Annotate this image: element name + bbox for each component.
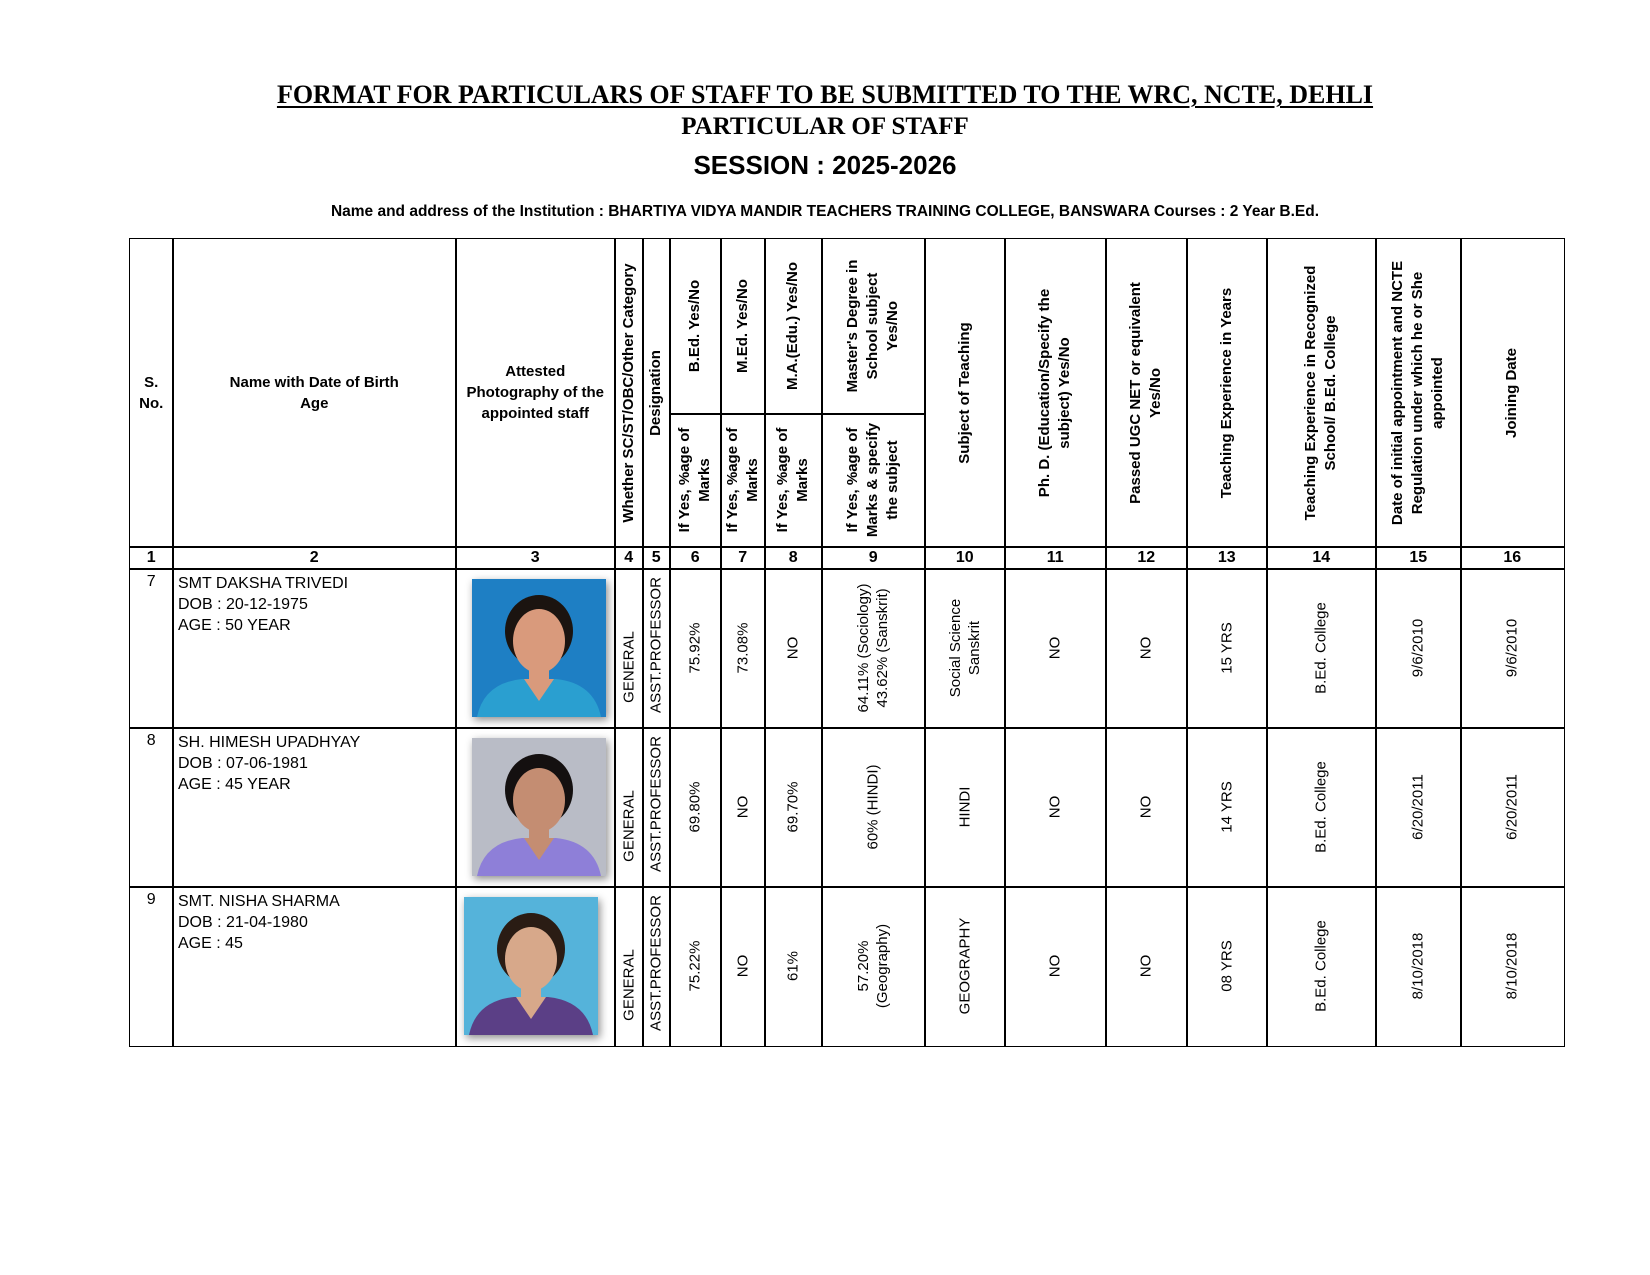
row-sno-text: 9: [146, 891, 156, 908]
header-net-text: Passed UGC NET or equivalent Yes/No: [1127, 281, 1165, 504]
column-number-15: [1375, 546, 1462, 570]
column-number-text: 11: [1046, 548, 1064, 566]
row-photo-cell: [455, 886, 616, 1047]
portrait-icon: [472, 579, 606, 717]
header-category: [614, 238, 644, 548]
row-category: [614, 727, 644, 888]
row-experience-text: 08 YRS: [1218, 940, 1236, 992]
row-designation: [642, 568, 671, 729]
row-net-text: NO: [1137, 637, 1155, 660]
row-bed-text: 75.92%: [686, 622, 704, 674]
row-subject: [924, 727, 1006, 888]
header-sno: [129, 238, 174, 548]
header-designation: [642, 238, 671, 548]
column-number-3: [455, 546, 616, 570]
row-maedu: [764, 568, 823, 729]
row-joining-text: 9/6/2010: [1503, 619, 1521, 678]
masters-line: (Geography): [874, 924, 892, 1009]
row-exp-recognized-text: B.Ed. College: [1312, 602, 1330, 695]
row-subject-text: [955, 787, 974, 828]
row-maedu-text: NO: [784, 637, 802, 660]
row-phd: [1004, 886, 1107, 1047]
header-masters-text: Master's Degree in School subject Yes/No: [844, 259, 902, 393]
row-med: [720, 727, 766, 888]
subject-line: Social Science: [946, 599, 964, 698]
column-number-text: 1: [146, 548, 156, 566]
row-maedu-text: 69.70%: [784, 781, 802, 833]
row-joining-text: 8/10/2018: [1503, 932, 1521, 1000]
row-exp-recognized-text: B.Ed. College: [1312, 761, 1330, 854]
staff-age: AGE : 50 YEAR: [178, 617, 291, 634]
row-subject-text: [955, 918, 974, 1015]
column-number-11: [1004, 546, 1107, 570]
row-appointment: [1375, 568, 1462, 729]
row-sno-text: 7: [146, 573, 156, 590]
staff-dob: DOB : 20-12-1975: [178, 596, 308, 613]
row-net: [1105, 727, 1188, 888]
row-masters: [821, 568, 926, 729]
column-number-16: [1460, 546, 1565, 570]
row-phd: [1004, 727, 1107, 888]
row-exp-recognized: [1266, 727, 1377, 888]
row-masters-text: [854, 924, 892, 1008]
column-number-text: 7: [738, 548, 748, 566]
row-joining-text: 6/20/2011: [1503, 774, 1521, 841]
row-med-text: NO: [734, 955, 752, 978]
row-bed-text: 75.22%: [686, 940, 704, 992]
row-experience: [1186, 568, 1268, 729]
row-joining: [1460, 886, 1565, 1047]
subject-line: Sanskrit: [965, 621, 983, 676]
staff-name: SMT. NISHA SHARMA: [178, 893, 340, 910]
row-sno: [129, 727, 174, 888]
header-subject-text: Subject of Teaching: [955, 322, 973, 464]
column-number-text: 16: [1503, 548, 1522, 566]
row-experience-text: 15 YRS: [1218, 622, 1236, 674]
staff-photo: [472, 579, 606, 717]
row-masters-text: [854, 584, 892, 713]
staff-age: AGE : 45: [178, 935, 243, 952]
document-title: [0, 80, 1650, 110]
row-photo-cell: [455, 727, 616, 888]
column-number-text: 4: [624, 548, 634, 566]
column-number-1: [129, 546, 174, 570]
session-label: SESSION : 2025-2026: [693, 150, 957, 180]
header-experience: [1186, 238, 1268, 548]
staff-name: SH. HIMESH UPADHYAY: [178, 734, 361, 751]
header-appointment: [1375, 238, 1462, 548]
row-joining: [1460, 568, 1565, 729]
header-sno-text: S. No.: [139, 373, 164, 412]
header-name-text: Name with Date of Birth Age: [229, 373, 399, 412]
column-number-6: [669, 546, 722, 570]
subject-line: GEOGRAPHY: [956, 917, 974, 1015]
row-category: [614, 886, 644, 1047]
column-number-9: [821, 546, 926, 570]
column-number-text: 2: [309, 548, 319, 566]
subject-line: HINDI: [956, 786, 974, 828]
row-category-text: GENERAL: [620, 631, 638, 704]
row-masters-text: [864, 765, 883, 850]
row-subject: [924, 886, 1006, 1047]
staff-dob: DOB : 21-04-1980: [178, 914, 308, 931]
header-name: [172, 238, 457, 548]
column-number-text: 8: [788, 548, 798, 566]
header-bed: [669, 238, 722, 415]
header-phd-text: Ph. D. (Education/Specify the subject) Yes/No: [1036, 288, 1074, 497]
column-number-text: 13: [1217, 548, 1236, 566]
header-bed-text: B.Ed. Yes/No: [686, 280, 704, 373]
row-med: [720, 886, 766, 1047]
row-maedu: [764, 886, 823, 1047]
row-appointment-text: 9/6/2010: [1409, 619, 1427, 678]
row-bed: [669, 727, 722, 888]
header-net: [1105, 238, 1188, 548]
masters-line: 43.62% (Sanskrit): [874, 588, 892, 708]
row-med: [720, 568, 766, 729]
row-maedu: [764, 727, 823, 888]
column-number-10: [924, 546, 1006, 570]
header-designation-text: Designation: [647, 349, 665, 436]
staff-photo: [472, 738, 606, 876]
row-category-text: GENERAL: [620, 790, 638, 863]
row-appointment: [1375, 727, 1462, 888]
staff-dob: DOB : 07-06-1981: [178, 755, 308, 772]
header-joining-text: Joining Date: [1503, 347, 1521, 438]
row-designation-text: ASST.PROFESSOR: [647, 736, 665, 873]
row-phd: [1004, 568, 1107, 729]
header-exp-recognized-text: Teaching Experience in Recognized School/ B.Ed. College: [1302, 265, 1340, 521]
row-designation-text: ASST.PROFESSOR: [647, 577, 665, 714]
portrait-icon: [472, 738, 606, 876]
row-sno: [129, 886, 174, 1047]
row-name-cell: [172, 568, 457, 729]
row-appointment-text: 8/10/2018: [1409, 932, 1427, 1000]
row-designation: [642, 727, 671, 888]
column-number-text: 14: [1312, 548, 1331, 566]
row-designation: [642, 886, 671, 1047]
column-number-12: [1105, 546, 1188, 570]
row-masters: [821, 886, 926, 1047]
column-number-14: [1266, 546, 1377, 570]
portrait-icon: [464, 897, 598, 1035]
row-med-text: NO: [734, 796, 752, 819]
header-exp-recognized: [1266, 238, 1377, 548]
column-number-4: [614, 546, 644, 570]
column-number-text: 9: [868, 548, 878, 566]
header-maedu-sub: [764, 413, 823, 548]
header-med-sub-text: If Yes, %age of Marks: [723, 427, 761, 533]
column-number-text: 12: [1137, 548, 1156, 566]
row-sno: [129, 568, 174, 729]
header-masters: [821, 238, 926, 415]
row-masters: [821, 727, 926, 888]
row-name-cell: [172, 727, 457, 888]
masters-line: 57.20%: [855, 940, 873, 992]
header-appointment-text: Date of initial appointment and NCTE Regulation under which he or She appointed: [1389, 260, 1447, 525]
row-net-text: NO: [1137, 955, 1155, 978]
row-name-cell: [172, 886, 457, 1047]
header-masters-sub-text: If Yes, %age of Marks & specify the subject: [844, 423, 902, 538]
row-subject: [924, 568, 1006, 729]
column-number-13: [1186, 546, 1268, 570]
header-category-text: Whether SC/ST/OBC/Other Category: [619, 263, 637, 523]
row-experience-text: 14 YRS: [1218, 781, 1236, 833]
row-bed: [669, 886, 722, 1047]
row-exp-recognized: [1266, 886, 1377, 1047]
masters-line: 60% (HINDI): [864, 764, 882, 850]
column-number-text: 6: [690, 548, 700, 566]
header-med-sub: [720, 413, 766, 548]
row-phd-text: NO: [1046, 796, 1064, 819]
header-maedu-text: M.A.(Edu.) Yes/No: [784, 262, 802, 391]
header-bed-sub: [669, 413, 722, 548]
header-experience-text: Teaching Experience in Years: [1217, 287, 1235, 498]
row-exp-recognized-text: B.Ed. College: [1312, 920, 1330, 1013]
document-title-text: FORMAT FOR PARTICULARS OF STAFF TO BE SUBMITTED TO THE WRC, NCTE, DEHLI: [276, 80, 1374, 109]
column-number-5: [642, 546, 671, 570]
row-net-text: NO: [1137, 796, 1155, 819]
header-subject: [924, 238, 1006, 548]
row-appointment: [1375, 886, 1462, 1047]
column-number-text: 5: [651, 548, 661, 566]
header-photo-text: Attested Photography of the appointed staff: [466, 363, 604, 423]
header-maedu: [764, 238, 823, 415]
row-phd-text: NO: [1046, 637, 1064, 660]
column-number-7: [720, 546, 766, 570]
header-masters-sub: [821, 413, 926, 548]
row-med-text: 73.08%: [734, 622, 752, 674]
row-net: [1105, 886, 1188, 1047]
staff-age: AGE : 45 YEAR: [178, 776, 291, 793]
row-subject-text: [946, 599, 984, 697]
institution-line: Name and address of the Institution : BHARTIYA VIDYA MANDIR TEACHERS TRAINING COLLEGE, BANSWARA Courses : 2 Year B.Ed.: [330, 203, 1320, 220]
header-med-text: M.Ed. Yes/No: [733, 279, 751, 374]
column-number-text: 3: [530, 548, 540, 566]
row-appointment-text: 6/20/2011: [1409, 774, 1427, 841]
column-number-2: [172, 546, 457, 570]
row-exp-recognized: [1266, 568, 1377, 729]
header-photo: [455, 238, 616, 548]
header-bed-sub-text: If Yes, %age of Marks: [676, 427, 714, 533]
row-sno-text: 8: [146, 732, 156, 749]
column-number-text: 10: [955, 548, 974, 566]
row-designation-text: ASST.PROFESSOR: [647, 895, 665, 1032]
staff-name: SMT DAKSHA TRIVEDI: [178, 575, 349, 592]
header-maedu-sub-text: If Yes, %age of Marks: [774, 427, 812, 533]
row-bed: [669, 568, 722, 729]
row-photo-cell: [455, 568, 616, 729]
row-experience: [1186, 727, 1268, 888]
header-phd: [1004, 238, 1107, 548]
column-number-text: 15: [1409, 548, 1428, 566]
masters-line: 64.11% (Sociology): [855, 583, 873, 713]
row-category: [614, 568, 644, 729]
row-joining: [1460, 727, 1565, 888]
row-bed-text: 69.80%: [686, 781, 704, 833]
header-joining: [1460, 238, 1565, 548]
row-experience: [1186, 886, 1268, 1047]
header-med: [720, 238, 766, 415]
row-net: [1105, 568, 1188, 729]
row-category-text: GENERAL: [620, 949, 638, 1022]
row-phd-text: NO: [1046, 955, 1064, 978]
row-maedu-text: 61%: [784, 951, 802, 982]
document-subtitle: PARTICULAR OF STAFF: [681, 113, 969, 140]
column-number-8: [764, 546, 823, 570]
staff-photo: [464, 897, 598, 1035]
